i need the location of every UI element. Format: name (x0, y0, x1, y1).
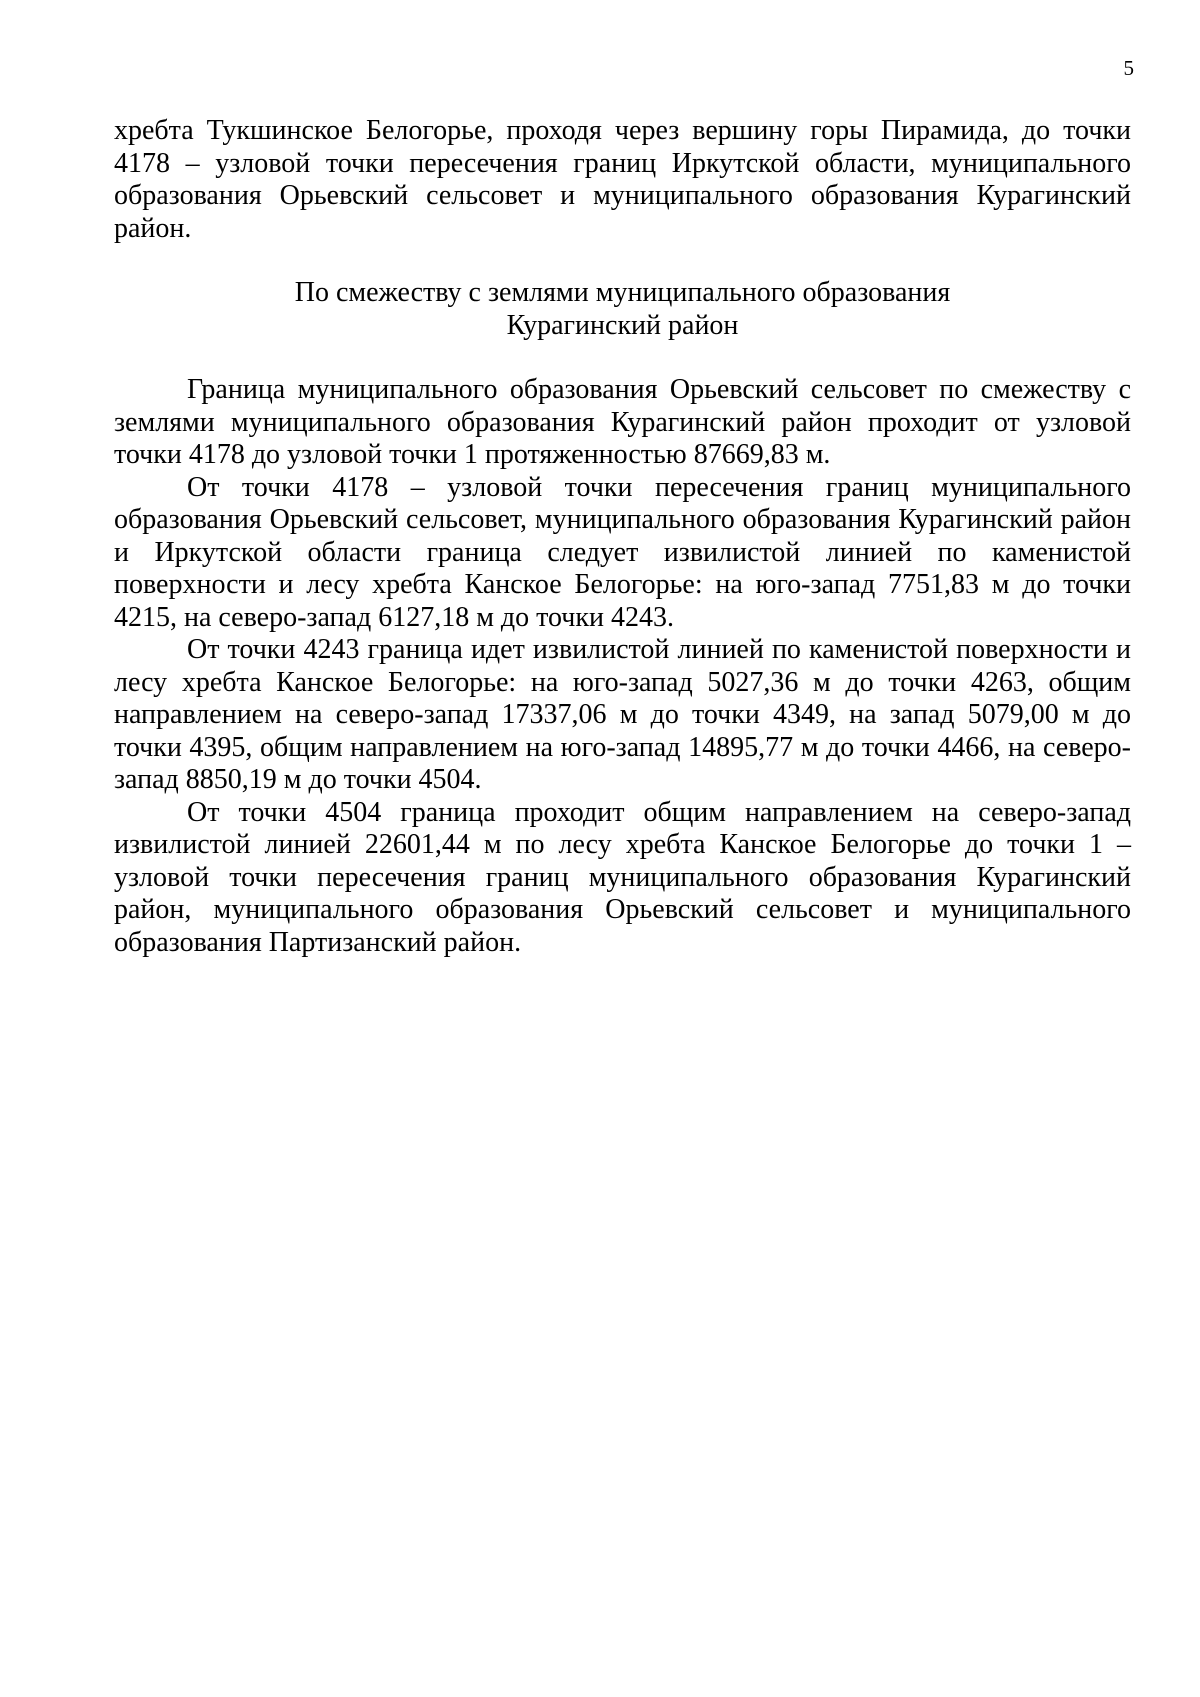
document-body (114, 115, 1131, 959)
paragraph-point-4504: От точки 4504 граница проходит общим направлением на северо-запад извилистой линией 22601,44 м по лесу хребта Канское Белогорье до точки 1 – узловой точки пересечения границ муниципального образования Курагинский район, муниципального образования Орьевский сельсовет и муниципального образования Партизанский район. (114, 796, 1131, 958)
section-heading-line-1: По смежеству с землями муниципального образования (294, 277, 951, 308)
paragraph-point-4178: От точки 4178 – узловой точки пересечения границ муниципального образования Орьевский сельсовет, муниципального образования Курагинский район и Иркутской области граница следует извилистой линией по каменистой поверхности и лесу хребта Канское Белогорье: на юго-запад 7751,83 м до точки 4215, на северо-запад 6127,18 м до точки 4243. (114, 471, 1131, 633)
section-heading (114, 277, 1131, 342)
paragraph-point-4243: От точки 4243 граница идет извилистой линией по каменистой поверхности и лесу хребта Канское Белогорье: на юго-запад 5027,36 м до точки 4263, общим направлением на северо-запад 17337,06 м до точки 4349, на запад 5079,00 м до точки 4395, общим направлением на юго-запад 14895,77 м до точки 4466, на северо-запад 8850,19 м до точки 4504. (114, 634, 1131, 795)
page-number: 5 (1123, 56, 1134, 80)
section-heading-line-2: Курагинский район (506, 309, 739, 341)
paragraph-boundary-overview: Граница муниципального образования Орьевский сельсовет по смежеству с землями муниципального образования Курагинский район проходит от узловой точки 4178 до узловой точки 1 протяженностью 87669,83 м. (114, 374, 1131, 470)
intro-paragraph: хребта Тукшинское Белогорье, проходя через вершину горы Пирамида, до точки 4178 – узловой точки пересечения границ Иркутской области, муниципального образования Орьевский сельсовет и муниципального образования Курагинский район. (114, 115, 1131, 244)
